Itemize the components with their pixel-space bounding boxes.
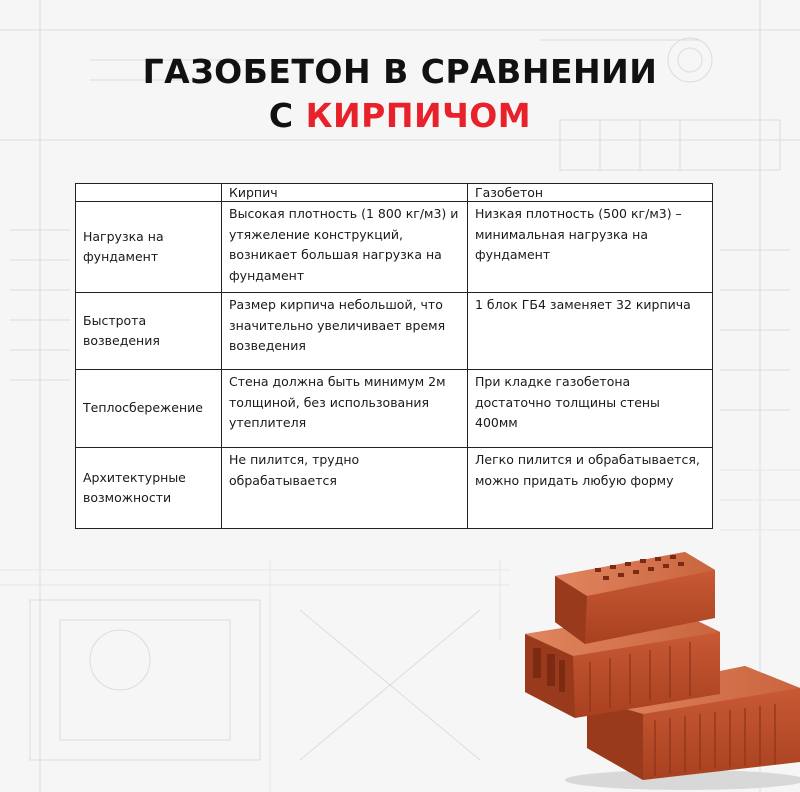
table-row [76,448,713,529]
table-row [76,202,713,293]
header-cell-aerated-concrete: Газобетон [468,184,713,202]
aerated-concrete-cell: Низкая плотность (500 кг/м3) – минимальная нагрузка на фундамент [468,202,713,293]
aerated-concrete-cell: 1 блок ГБ4 заменяет 32 кирпича [468,293,713,370]
table-row [76,370,713,448]
bricks-illustration [515,548,800,792]
row-label: Архитектурные возможности [76,448,222,529]
row-label: Быстрота возведения [76,293,222,370]
aerated-concrete-cell: При кладке газобетона достаточно толщины стены 400мм [468,370,713,448]
header-cell-empty [76,184,222,202]
table-row [76,293,713,370]
header-cell-brick: Кирпич [222,184,468,202]
brick-cell: Стена должна быть минимум 2м толщиной, без использования утеплителя [222,370,468,448]
title-line-1: ГАЗОБЕТОН В СРАВНЕНИИ [142,52,658,91]
row-label: Теплосбережение [76,370,222,448]
table-header-row [76,184,713,202]
aerated-concrete-cell: Легко пилится и обрабатывается, можно придать любую форму [468,448,713,529]
row-label: Нагрузка на фундамент [76,202,222,293]
page-title [0,50,800,138]
brick-cell: Высокая плотность (1 800 кг/м3) и утяжеление конструкций, возникает большая нагрузка на фундамент [222,202,468,293]
comparison-table [75,183,713,529]
title-line-2 [0,94,800,138]
brick-cell: Размер кирпича небольшой, что значительно увеличивает время возведения [222,293,468,370]
title-line-2-prefix: С [268,96,306,135]
brick-cell: Не пилится, трудно обрабатывается [222,448,468,529]
title-accent-word: КИРПИЧОМ [305,96,532,135]
